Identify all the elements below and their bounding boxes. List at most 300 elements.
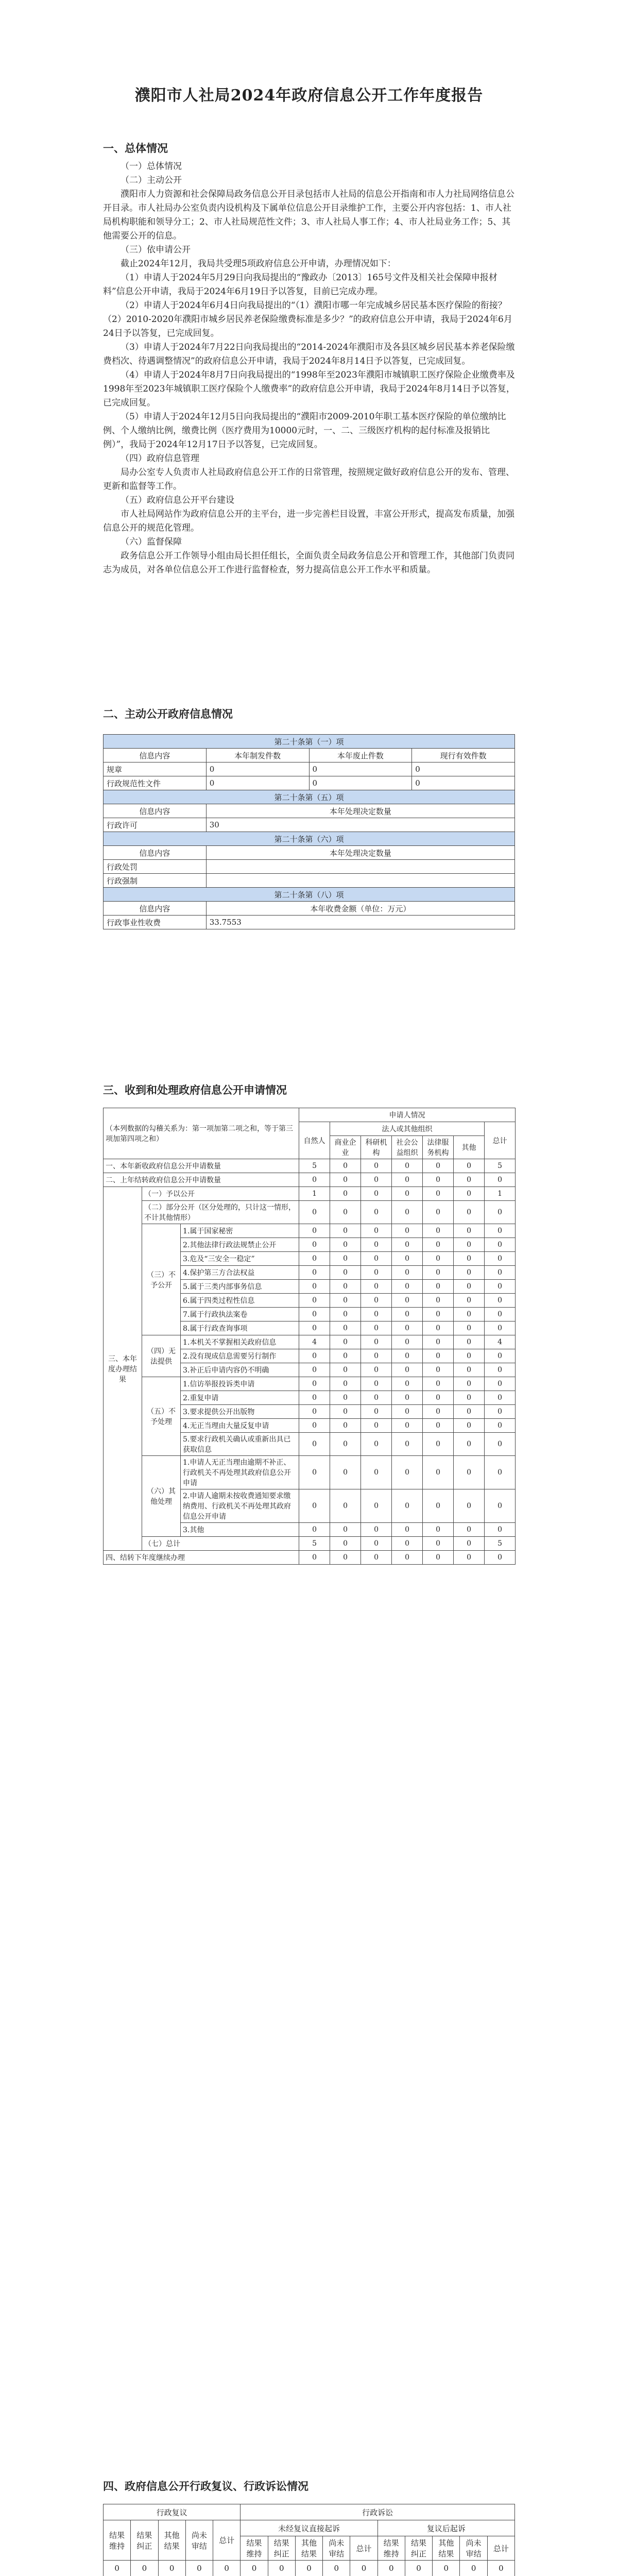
total-header: 总计 — [485, 1122, 516, 1159]
cell: 0 — [460, 2561, 487, 2576]
cell: 0 — [423, 1405, 454, 1419]
col-header: 尚未审结 — [460, 2536, 487, 2561]
cell: 0 — [299, 1489, 330, 1523]
not-first-header: 未经复议直接起诉 — [241, 2520, 377, 2536]
cell: 0 — [392, 1224, 423, 1238]
cell: 0 — [268, 2561, 295, 2576]
cell: 0 — [423, 1294, 454, 1308]
cell: 0 — [330, 1173, 361, 1187]
cell: 0 — [423, 1159, 454, 1173]
table-row — [104, 818, 515, 832]
cell: 5 — [485, 1537, 516, 1551]
row-label: 3.其他 — [181, 1523, 299, 1537]
row-label: 2.重复申请 — [181, 1391, 299, 1405]
cell: 0 — [330, 1456, 361, 1489]
article-20-1-header: 第二十条第（一）项 — [104, 735, 515, 749]
legal-col-header: 社会公益组织 — [392, 1136, 423, 1159]
cell: 0 — [330, 1391, 361, 1405]
cell: 0 — [330, 1187, 361, 1201]
cell: 0 — [392, 1419, 423, 1433]
row-label: 2.申请人逾期未按收费通知要求缴纳费用、行政机关不再处理其政府信息公开申请 — [181, 1489, 299, 1523]
article-20-6-header: 第二十条第（六）项 — [104, 832, 515, 846]
cell: 4 — [299, 1335, 330, 1349]
cell: 0 — [485, 1391, 516, 1405]
table-corner-note: （本列数据的勾稽关系为：第一项加第二项之和，等于第三项加第四项之和） — [104, 1108, 299, 1159]
cell — [206, 860, 514, 874]
row-label: 行政许可 — [104, 818, 207, 832]
cell: 0 — [392, 1537, 423, 1551]
cell: 0 — [361, 1551, 392, 1565]
cell: 0 — [361, 1377, 392, 1391]
cell: 0 — [330, 1294, 361, 1308]
cell: 0 — [392, 1266, 423, 1280]
cell: 0 — [423, 1252, 454, 1266]
natural-person-header: 自然人 — [299, 1122, 330, 1159]
cell: 0 — [454, 1349, 485, 1363]
cell: 0 — [361, 1391, 392, 1405]
section-1-body — [103, 160, 515, 577]
legal-col-header: 商业企业 — [330, 1136, 361, 1159]
cell: 0 — [158, 2561, 185, 2576]
cell: 4 — [485, 1335, 516, 1349]
col-header: 现行有效件数 — [412, 749, 515, 762]
col-header: 尚未审结 — [185, 2520, 213, 2561]
cell: 0 — [361, 1159, 392, 1173]
cell: 0 — [392, 1280, 423, 1294]
row-label: 一、本年新收政府信息公开申请数量 — [104, 1159, 299, 1173]
paragraph: （5）申请人于2024年12月5日向我局提出的“濮阳市2009-2010年职工基本医疗保险的单位缴纳比例、个人缴纳比例，缴费比例（医疗费用为10000元时，一、二、三级医疗机构的起付标准及报销比例）”，我局于2024年12月17日予以答复，已完成回复。 — [103, 412, 506, 450]
row-label: 8.属于行政查询事项 — [181, 1321, 299, 1335]
cell: 0 — [361, 1456, 392, 1489]
cell: 0 — [361, 1252, 392, 1266]
cell: 0 — [330, 1335, 361, 1349]
cell: 0 — [423, 1391, 454, 1405]
cell: 0 — [392, 1523, 423, 1537]
table-row — [104, 1173, 516, 1187]
cell: 0 — [423, 1321, 454, 1335]
cell: 0 — [454, 1523, 485, 1537]
cell: 5 — [485, 1159, 516, 1173]
cell: 0 — [213, 2561, 241, 2576]
review-header: 行政复议 — [104, 2504, 241, 2520]
col-header: 尚未审结 — [323, 2536, 350, 2561]
application-handling-table — [103, 1108, 516, 1565]
row-label: 四、结转下年度继续办理 — [104, 1551, 299, 1565]
cell: 0 — [299, 1405, 330, 1419]
cell: 0 — [423, 1280, 454, 1294]
paragraph: （2）申请人于2024年6月4日向我局提出的“（1）濮阳市哪一年完成城乡居民基本医疗保险的衔接？（2）2010-2020年濮阳市城乡居民养老保险缴费标准是多少？”的政府信息公开申请，我局于2024年6月24日予以答复，已完成回复。 — [103, 300, 512, 338]
cell: 0 — [423, 1201, 454, 1224]
cell: 0 — [330, 1489, 361, 1523]
cell: 0 — [330, 1419, 361, 1433]
table-row — [104, 1335, 516, 1349]
cell: 0 — [392, 1433, 423, 1456]
applicant-header: 申请人情况 — [299, 1108, 516, 1122]
cell: 0 — [361, 1489, 392, 1523]
cell: 0 — [454, 1159, 485, 1173]
cell: 0 — [330, 1349, 361, 1363]
col-header: 结果纠正 — [405, 2536, 432, 2561]
paragraph: （一）总体情况 — [121, 161, 182, 172]
cell: 5 — [299, 1537, 330, 1551]
row-label: 1.信访举报投诉类申请 — [181, 1377, 299, 1391]
col-header: 本年处理决定数量 — [206, 846, 514, 860]
cell: 0 — [454, 1363, 485, 1377]
article-20-5-header: 第二十条第（五）项 — [104, 790, 515, 804]
cell: 0 — [299, 1280, 330, 1294]
cell: 0 — [454, 1537, 485, 1551]
sub-group-label: （四）无法提供 — [142, 1335, 181, 1377]
cell: 0 — [361, 1173, 392, 1187]
cell: 0 — [241, 2561, 268, 2576]
row-label: 行政处罚 — [104, 860, 207, 874]
cell: 0 — [423, 1419, 454, 1433]
cell: 0 — [330, 1308, 361, 1321]
cell: 0 — [330, 1551, 361, 1565]
row-label: 行政规范性文件 — [104, 776, 207, 790]
table-row — [104, 1551, 516, 1565]
cell: 0 — [454, 1433, 485, 1456]
row-label: 二、上年结转政府信息公开申请数量 — [104, 1173, 299, 1187]
cell: 0 — [361, 1523, 392, 1537]
cell: 0 — [185, 2561, 213, 2576]
cell: 0 — [485, 1294, 516, 1308]
table-row — [104, 1159, 516, 1173]
cell: 0 — [485, 1238, 516, 1252]
row-label: 行政强制 — [104, 874, 207, 888]
cell: 0 — [361, 1294, 392, 1308]
cell: 0 — [330, 1238, 361, 1252]
cell: 0 — [299, 1523, 330, 1537]
cell: 0 — [454, 1551, 485, 1565]
cell: 0 — [330, 1523, 361, 1537]
row-label: 3.危及“三安全一稳定” — [181, 1252, 299, 1266]
paragraph: 濮阳市人力资源和社会保障局政务信息公开目录包括市人社局的信息公开指南和市人力社局网络信息公开目录。市人社局办公室负责内设机构及下属单位信息公开目录维护工作，主要公开内容包括：1、市人社局机构职能和领导分工；2、市人社局规范性文件；3、市人社局人事工作；4、市人社局业务工作；5、其他需要公开的信息。 — [103, 189, 514, 241]
cell: 0 — [423, 1363, 454, 1377]
table-row — [104, 1201, 516, 1224]
cell: 0 — [206, 776, 309, 790]
cell: 0 — [423, 1335, 454, 1349]
paragraph: （五）政府信息公开平台建设 — [121, 495, 234, 505]
cell: 0 — [392, 1201, 423, 1224]
cell: 0 — [454, 1280, 485, 1294]
cell: 0 — [423, 1523, 454, 1537]
section-3-title: 三、收到和处理政府信息公开申请情况 — [103, 1083, 287, 1096]
cell: 0 — [299, 1173, 330, 1187]
col-header: 信息内容 — [104, 749, 207, 762]
cell: 0 — [423, 1349, 454, 1363]
cell: 0 — [392, 1238, 423, 1252]
cell: 0 — [412, 776, 515, 790]
proactive-disclosure-table — [103, 734, 515, 929]
row-label: （七）总计 — [142, 1537, 299, 1551]
col-header: 其他结果 — [433, 2536, 460, 2561]
cell: 0 — [423, 1456, 454, 1489]
row-label: 5.属于三类内部事务信息 — [181, 1280, 299, 1294]
cell: 0 — [454, 1252, 485, 1266]
col-header: 其他结果 — [158, 2520, 185, 2561]
cell: 0 — [454, 1187, 485, 1201]
cell: 0 — [330, 1252, 361, 1266]
cell: 0 — [485, 1551, 516, 1565]
sub-group-label: （六）其他处理 — [142, 1456, 181, 1537]
cell: 0 — [330, 1537, 361, 1551]
cell: 0 — [423, 1173, 454, 1187]
col-header: 结果维持 — [104, 2520, 131, 2561]
cell: 0 — [423, 1489, 454, 1523]
cell: 0 — [423, 1433, 454, 1456]
cell: 0 — [392, 1159, 423, 1173]
col-header: 本年废止件数 — [309, 749, 412, 762]
table-row — [104, 1377, 516, 1391]
cell: 0 — [423, 1537, 454, 1551]
col-header: 结果维持 — [377, 2536, 405, 2561]
cell: 0 — [299, 1224, 330, 1238]
cell: 0 — [454, 1308, 485, 1321]
cell: 0 — [377, 2561, 405, 2576]
cell — [206, 874, 514, 888]
cell: 0 — [423, 1266, 454, 1280]
cell: 0 — [330, 1280, 361, 1294]
cell: 0 — [361, 1433, 392, 1456]
cell: 0 — [454, 1321, 485, 1335]
col-header: 本年收费金额（单位：万元） — [206, 902, 514, 916]
cell: 0 — [392, 1363, 423, 1377]
cell: 0 — [330, 1433, 361, 1456]
cell: 0 — [454, 1266, 485, 1280]
cell: 0 — [485, 1523, 516, 1537]
cell: 0 — [299, 1266, 330, 1280]
cell: 0 — [361, 1363, 392, 1377]
cell: 0 — [361, 1308, 392, 1321]
sub-group-label: （三）不予公开 — [142, 1224, 181, 1335]
section-4-title: 四、政府信息公开行政复议、行政诉讼情况 — [103, 2480, 308, 2493]
cell: 0 — [485, 1201, 516, 1224]
cell: 0 — [405, 2561, 432, 2576]
col-header: 信息内容 — [104, 804, 207, 818]
cell: 0 — [423, 1551, 454, 1565]
cell: 0 — [454, 1489, 485, 1523]
paragraph: 市人社局网站作为政府信息公开的主平台，进一步完善栏目设置，丰富公开形式，提高发布质量，加强信息公开的规范化管理。 — [103, 509, 514, 533]
cell: 0 — [361, 1419, 392, 1433]
legal-col-header: 法律服务机构 — [423, 1136, 454, 1159]
cell: 0 — [330, 1266, 361, 1280]
section-1-title: 一、总体情况 — [103, 142, 168, 155]
row-label: 6.属于四类过程性信息 — [181, 1294, 299, 1308]
sub-group-label: （五）不予处理 — [142, 1377, 181, 1456]
cell: 30 — [206, 818, 514, 832]
section-2-title: 二、主动公开政府信息情况 — [103, 707, 233, 720]
cell: 0 — [350, 2561, 377, 2576]
cell: 0 — [392, 1489, 423, 1523]
cell: 0 — [392, 1405, 423, 1419]
cell: 0 — [361, 1224, 392, 1238]
cell: 0 — [412, 762, 515, 776]
cell: 0 — [485, 1419, 516, 1433]
cell: 0 — [299, 1238, 330, 1252]
paragraph: （1）申请人于2024年5月29日向我局提出的“豫政办〔2013〕165号文件及相关社会保障申报材料”信息公开申请，我局于2024年6月19日予以答复，目前已完成办理。 — [103, 273, 497, 297]
cell: 0 — [485, 1266, 516, 1280]
col-header: 本年处理决定数量 — [206, 804, 514, 818]
cell: 0 — [392, 1335, 423, 1349]
table-row — [104, 2561, 515, 2576]
results-group-label: 三、本年度办理结果 — [104, 1187, 142, 1551]
cell: 0 — [392, 1252, 423, 1266]
paragraph: （3）申请人于2024年7月22日向我局提出的“2014-2024年濮阳市及各县区城乡居民基本养老保险缴费档次、待遇调整情况”的政府信息公开申请，我局于2024年8月14日予以答复，已完成回复。 — [103, 342, 515, 366]
col-header: 总计 — [213, 2520, 241, 2561]
cell: 0 — [485, 1349, 516, 1363]
cell: 0 — [361, 1537, 392, 1551]
cell: 0 — [361, 1349, 392, 1363]
cell: 0 — [330, 1224, 361, 1238]
col-header: 结果纠正 — [131, 2520, 158, 2561]
cell: 0 — [299, 1308, 330, 1321]
row-label: 7.属于行政执法案卷 — [181, 1308, 299, 1321]
review-litigation-table — [103, 2504, 515, 2576]
cell: 0 — [454, 1201, 485, 1224]
cell: 0 — [330, 1159, 361, 1173]
table-row — [104, 916, 515, 929]
cell: 0 — [361, 1201, 392, 1224]
row-label: （一）予以公开 — [142, 1187, 299, 1201]
cell: 0 — [392, 1551, 423, 1565]
after-review-header: 复议后起诉 — [377, 2520, 514, 2536]
cell: 0 — [299, 1377, 330, 1391]
cell: 0 — [299, 1456, 330, 1489]
legal-col-header: 科研机构 — [361, 1136, 392, 1159]
paragraph: （四）政府信息管理 — [121, 453, 199, 464]
article-20-8-header: 第二十条第（八）项 — [104, 888, 515, 902]
cell: 0 — [299, 1252, 330, 1266]
cell: 0 — [392, 1321, 423, 1335]
table-row — [104, 1224, 516, 1238]
cell: 0 — [423, 1308, 454, 1321]
paragraph: 政务信息公开工作领导小组由局长担任组长，全面负责全局政务信息公开和管理工作，其他部门负责同志为成员，对各单位信息公开工作进行监督检查，努力提高信息公开工作水平和质量。 — [103, 551, 514, 575]
cell: 0 — [295, 2561, 322, 2576]
cell: 0 — [323, 2561, 350, 2576]
cell: 0 — [392, 1349, 423, 1363]
col-header: 信息内容 — [104, 846, 207, 860]
cell: 0 — [485, 1308, 516, 1321]
table-row — [104, 776, 515, 790]
cell: 0 — [454, 1224, 485, 1238]
cell: 33.7553 — [206, 916, 514, 929]
cell: 5 — [299, 1159, 330, 1173]
cell: 0 — [485, 1224, 516, 1238]
cell: 0 — [104, 2561, 131, 2576]
table-row — [104, 860, 515, 874]
cell: 0 — [361, 1321, 392, 1335]
table-row — [104, 874, 515, 888]
cell: 0 — [361, 1280, 392, 1294]
cell: 0 — [330, 1377, 361, 1391]
cell: 0 — [485, 1489, 516, 1523]
paragraph: （4）申请人于2024年8月7日向我局提出的“1998年至2023年濮阳市城镇职工医疗保险企业缴费率及1998年至2023年城镇职工医疗保险个人缴费率”的政府信息公开申请，我局于2024年8月14日予以答复，已完成回复。 — [103, 370, 515, 408]
paragraph: 截止2024年12月，我局共受理5项政府信息公开申请，办理情况如下： — [121, 259, 396, 269]
cell: 0 — [454, 1391, 485, 1405]
col-header: 其他结果 — [295, 2536, 322, 2561]
row-label: 1.申请人无正当理由逾期不补正、行政机关不再处理其政府信息公开申请 — [181, 1456, 299, 1489]
cell: 0 — [299, 1349, 330, 1363]
cell: 0 — [392, 1294, 423, 1308]
cell: 0 — [423, 1224, 454, 1238]
paragraph: （六）监督保障 — [121, 537, 182, 547]
table-row — [104, 762, 515, 776]
legal-col-header: 其他 — [454, 1136, 485, 1159]
cell: 0 — [361, 1266, 392, 1280]
row-label: 1.属于国家秘密 — [181, 1224, 299, 1238]
row-label: 3.补正后申请内容仍不明确 — [181, 1363, 299, 1377]
cell: 0 — [299, 1391, 330, 1405]
cell: 0 — [454, 1238, 485, 1252]
row-label: 3.要求提供公开出版物 — [181, 1405, 299, 1419]
cell: 0 — [454, 1419, 485, 1433]
cell: 0 — [485, 1363, 516, 1377]
cell: 0 — [361, 1238, 392, 1252]
paragraph: 局办公室专人负责市人社局政府信息公开工作的日常管理，按照规定做好政府信息公开的发布、管理、更新和监督等工作。 — [103, 467, 514, 492]
table-row — [104, 1456, 516, 1489]
cell: 0 — [361, 1405, 392, 1419]
cell: 0 — [454, 1294, 485, 1308]
cell: 0 — [485, 1405, 516, 1419]
cell: 0 — [299, 1419, 330, 1433]
row-label: 5.要求行政机关确认或重新出具已获取信息 — [181, 1433, 299, 1456]
table-row — [104, 1187, 516, 1201]
cell: 0 — [433, 2561, 460, 2576]
cell: 0 — [330, 1321, 361, 1335]
cell: 0 — [485, 1433, 516, 1456]
row-label: 4.保护第三方合法权益 — [181, 1266, 299, 1280]
cell: 0 — [299, 1294, 330, 1308]
cell: 0 — [423, 1377, 454, 1391]
col-header: 结果维持 — [241, 2536, 268, 2561]
cell: 0 — [423, 1187, 454, 1201]
cell: 0 — [299, 1321, 330, 1335]
paragraph: （二）主动公开 — [121, 175, 182, 185]
page-title: 濮阳市人社局2024年政府信息公开工作年度报告 — [134, 87, 484, 105]
cell: 0 — [361, 1335, 392, 1349]
cell: 0 — [485, 1321, 516, 1335]
cell: 0 — [454, 1405, 485, 1419]
legal-group-header: 法人或其他组织 — [330, 1122, 485, 1136]
cell: 0 — [487, 2561, 514, 2576]
cell: 0 — [454, 1377, 485, 1391]
table-row — [104, 1537, 516, 1551]
cell: 0 — [485, 1377, 516, 1391]
cell: 0 — [485, 1173, 516, 1187]
row-label: 2.其他法律行政法规禁止公开 — [181, 1238, 299, 1252]
col-header: 结果纠正 — [268, 2536, 295, 2561]
cell: 0 — [392, 1456, 423, 1489]
row-label: 1.本机关不掌握相关政府信息 — [181, 1335, 299, 1349]
cell: 0 — [392, 1308, 423, 1321]
cell: 0 — [392, 1391, 423, 1405]
cell: 0 — [423, 1238, 454, 1252]
row-label: （二）部分公开（区分处理的，只计这一情形，不计其他情形） — [142, 1201, 299, 1224]
cell: 0 — [299, 1363, 330, 1377]
cell: 0 — [392, 1187, 423, 1201]
litigation-header: 行政诉讼 — [241, 2504, 515, 2520]
cell: 1 — [299, 1187, 330, 1201]
row-label: 2.没有现成信息需要另行制作 — [181, 1349, 299, 1363]
cell: 0 — [309, 776, 412, 790]
cell: 1 — [485, 1187, 516, 1201]
cell: 0 — [454, 1456, 485, 1489]
cell: 0 — [454, 1335, 485, 1349]
col-header: 信息内容 — [104, 902, 207, 916]
cell: 0 — [206, 762, 309, 776]
cell: 0 — [485, 1252, 516, 1266]
